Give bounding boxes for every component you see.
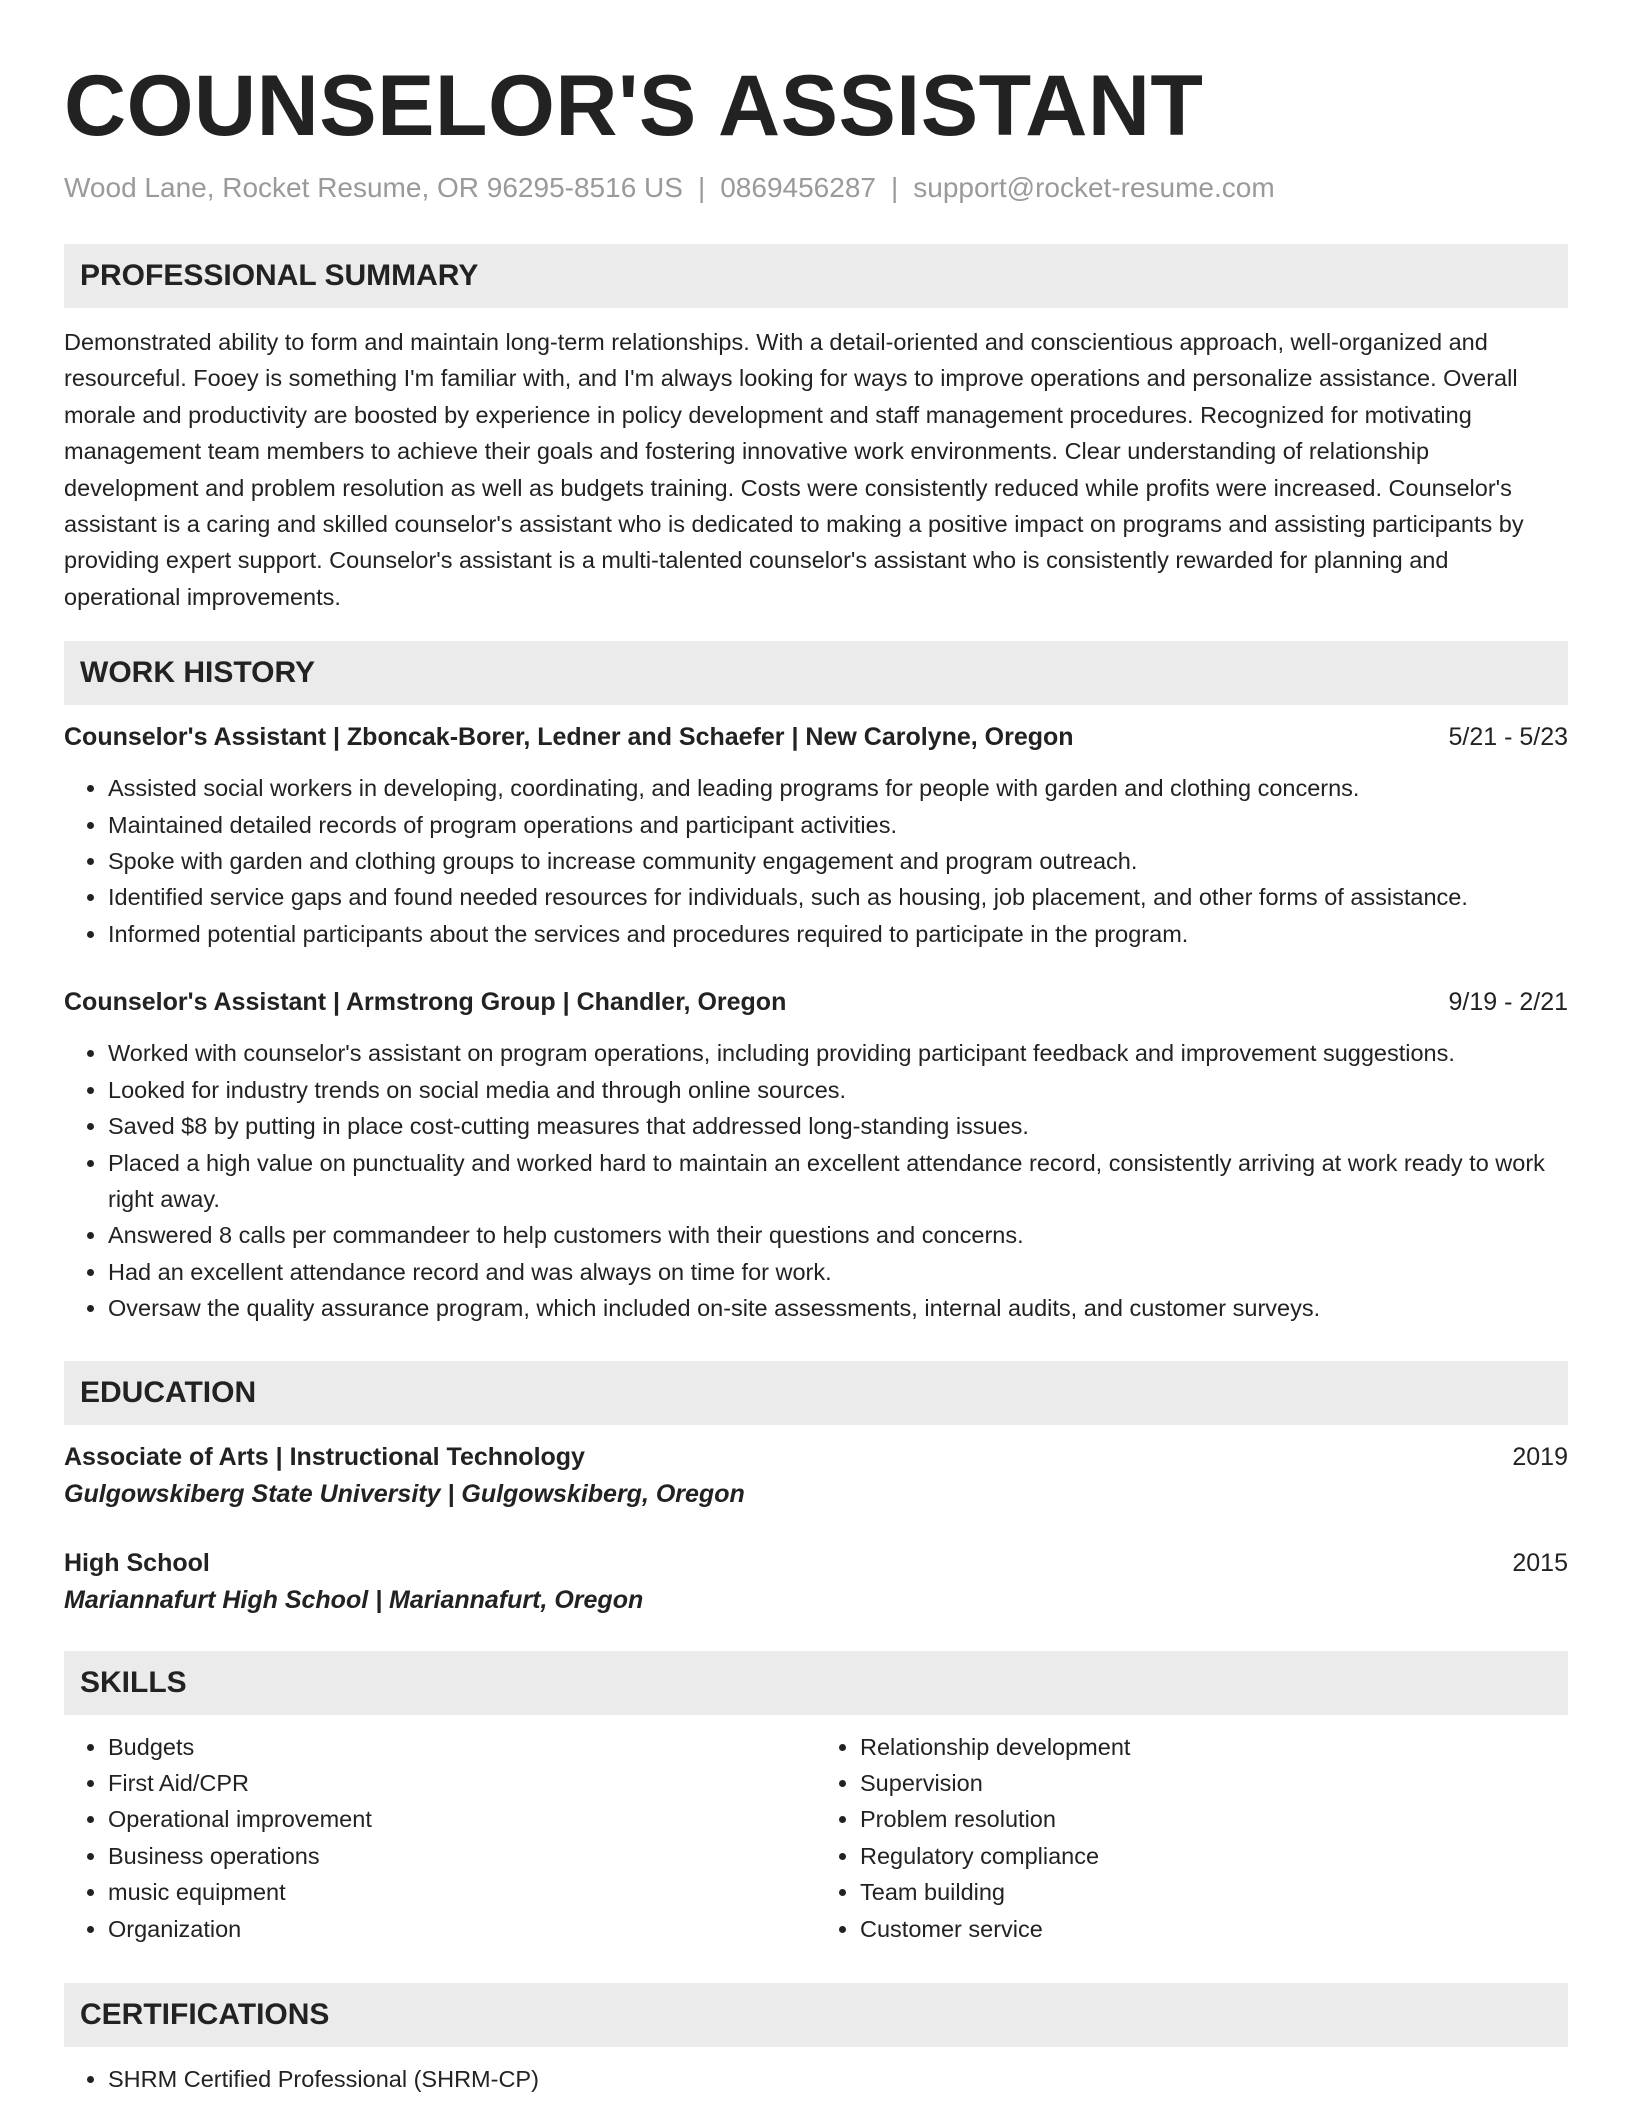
section-header-summary: PROFESSIONAL SUMMARY bbox=[64, 244, 1568, 308]
skill-item: • Customer service bbox=[860, 1911, 1568, 1947]
section-header-skills: SKILLS bbox=[64, 1651, 1568, 1715]
list-item: • Had an excellent attendance record and was always on time for work. bbox=[108, 1254, 1568, 1290]
education-year: 2019 bbox=[1512, 1442, 1568, 1471]
skill-item: • Team building bbox=[860, 1874, 1568, 1910]
skill-item: • Supervision bbox=[860, 1765, 1568, 1801]
list-item: • Placed a high value on punctuality and worked hard to maintain an excellent attendance record, consistently arriving at work ready to work right away. bbox=[108, 1145, 1568, 1218]
job-header bbox=[64, 719, 1568, 755]
contact-separator: | bbox=[890, 172, 899, 203]
contact-email: support@rocket-resume.com bbox=[913, 172, 1275, 203]
section-header-certifications: CERTIFICATIONS bbox=[64, 1983, 1568, 2047]
job-bullets bbox=[64, 770, 1568, 952]
contact-line bbox=[64, 170, 1568, 206]
list-item: • Maintained detailed records of program operations and participant activities. bbox=[108, 807, 1568, 843]
skill-item: • Business operations bbox=[108, 1838, 816, 1874]
job-title: Counselor's Assistant | Armstrong Group | Chandler, Oregon bbox=[64, 988, 787, 1017]
job-bullets bbox=[64, 1035, 1568, 1326]
job-dates: 9/19 - 2/21 bbox=[1448, 988, 1568, 1017]
candidate-name: COUNSELOR'S ASSISTANT bbox=[64, 58, 1204, 154]
skills-grid bbox=[64, 1729, 1568, 1947]
list-item: • Spoke with garden and clothing groups to increase community engagement and program outreach. bbox=[108, 843, 1568, 879]
section-header-work-history: WORK HISTORY bbox=[64, 641, 1568, 705]
job-entry bbox=[64, 719, 1568, 952]
list-item: • Assisted social workers in developing, coordinating, and leading programs for people with garden and clothing concerns. bbox=[108, 770, 1568, 806]
skills-list-left bbox=[64, 1729, 816, 1947]
certifications-list bbox=[64, 2061, 1568, 2097]
list-item: • Worked with counselor's assistant on program operations, including providing participant feedback and improvement suggestions. bbox=[108, 1035, 1568, 1071]
list-item: • Identified service gaps and found needed resources for individuals, such as housing, job placement, and other forms of assistance. bbox=[108, 879, 1568, 915]
education-school: Mariannafurt High School | Mariannafurt, Oregon bbox=[64, 1585, 644, 1614]
skill-item: • music equipment bbox=[108, 1874, 816, 1910]
education-entry bbox=[64, 1545, 1568, 1619]
summary-text: Demonstrated ability to form and maintain long-term relationships. With a detail-oriented and conscientious approach, well-organized and resourceful. Fooey is something I'm familiar with, and I'm always looking for ways to improve operations and personalize assistance. Overall morale and productivity are boosted by experience in policy development and staff management procedures. Recognized for motivating management team members to achieve their goals and fostering innovative work environments. Clear understanding of relationship development and problem resolution as well as budgets training. Costs were consistently reduced while profits were increased. Counselor's assistant is a caring and skilled counselor's assistant who is dedicated to making a positive impact on programs and assisting participants by providing expert support. Counselor's assistant is a multi-talented counselor's assistant who is consistently rewarded for planning and operational improvements. bbox=[64, 329, 1524, 610]
skills-list-right bbox=[816, 1729, 1568, 1947]
skill-item: • Relationship development bbox=[860, 1729, 1568, 1765]
education-entry bbox=[64, 1439, 1568, 1513]
education-year: 2015 bbox=[1512, 1548, 1568, 1577]
list-item: • Saved $8 by putting in place cost-cutting measures that addressed long-standing issues. bbox=[108, 1108, 1568, 1144]
job-dates: 5/21 - 5/23 bbox=[1448, 723, 1568, 752]
skill-item: • Budgets bbox=[108, 1729, 816, 1765]
job-header bbox=[64, 984, 1568, 1020]
list-item: • Looked for industry trends on social media and through online sources. bbox=[108, 1072, 1568, 1108]
contact-separator: | bbox=[697, 172, 706, 203]
skill-item: • Operational improvement bbox=[108, 1801, 816, 1837]
skill-item: • Organization bbox=[108, 1911, 816, 1947]
education-degree: Associate of Arts | Instructional Technology bbox=[64, 1442, 585, 1471]
skill-item: • First Aid/CPR bbox=[108, 1765, 816, 1801]
skill-item: • Regulatory compliance bbox=[860, 1838, 1568, 1874]
skill-item: • Problem resolution bbox=[860, 1801, 1568, 1837]
job-title: Counselor's Assistant | Zboncak-Borer, Ledner and Schaefer | New Carolyne, Oregon bbox=[64, 723, 1074, 752]
list-item: • Oversaw the quality assurance program, which included on-site assessments, internal audits, and customer surveys. bbox=[108, 1290, 1568, 1326]
section-header-education: EDUCATION bbox=[64, 1361, 1568, 1425]
education-degree: High School bbox=[64, 1548, 210, 1577]
contact-phone: 0869456287 bbox=[720, 172, 876, 203]
contact-address: Wood Lane, Rocket Resume, OR 96295-8516 US bbox=[64, 172, 683, 203]
certification-item: • SHRM Certified Professional (SHRM-CP) bbox=[108, 2061, 1568, 2097]
job-entry bbox=[64, 984, 1568, 1326]
education-header bbox=[64, 1439, 1568, 1475]
list-item: • Informed potential participants about the services and procedures required to participate in the program. bbox=[108, 916, 1568, 952]
education-header bbox=[64, 1545, 1568, 1581]
list-item: • Answered 8 calls per commandeer to help customers with their questions and concerns. bbox=[108, 1217, 1568, 1253]
education-school: Gulgowskiberg State University | Gulgowskiberg, Oregon bbox=[64, 1479, 745, 1508]
